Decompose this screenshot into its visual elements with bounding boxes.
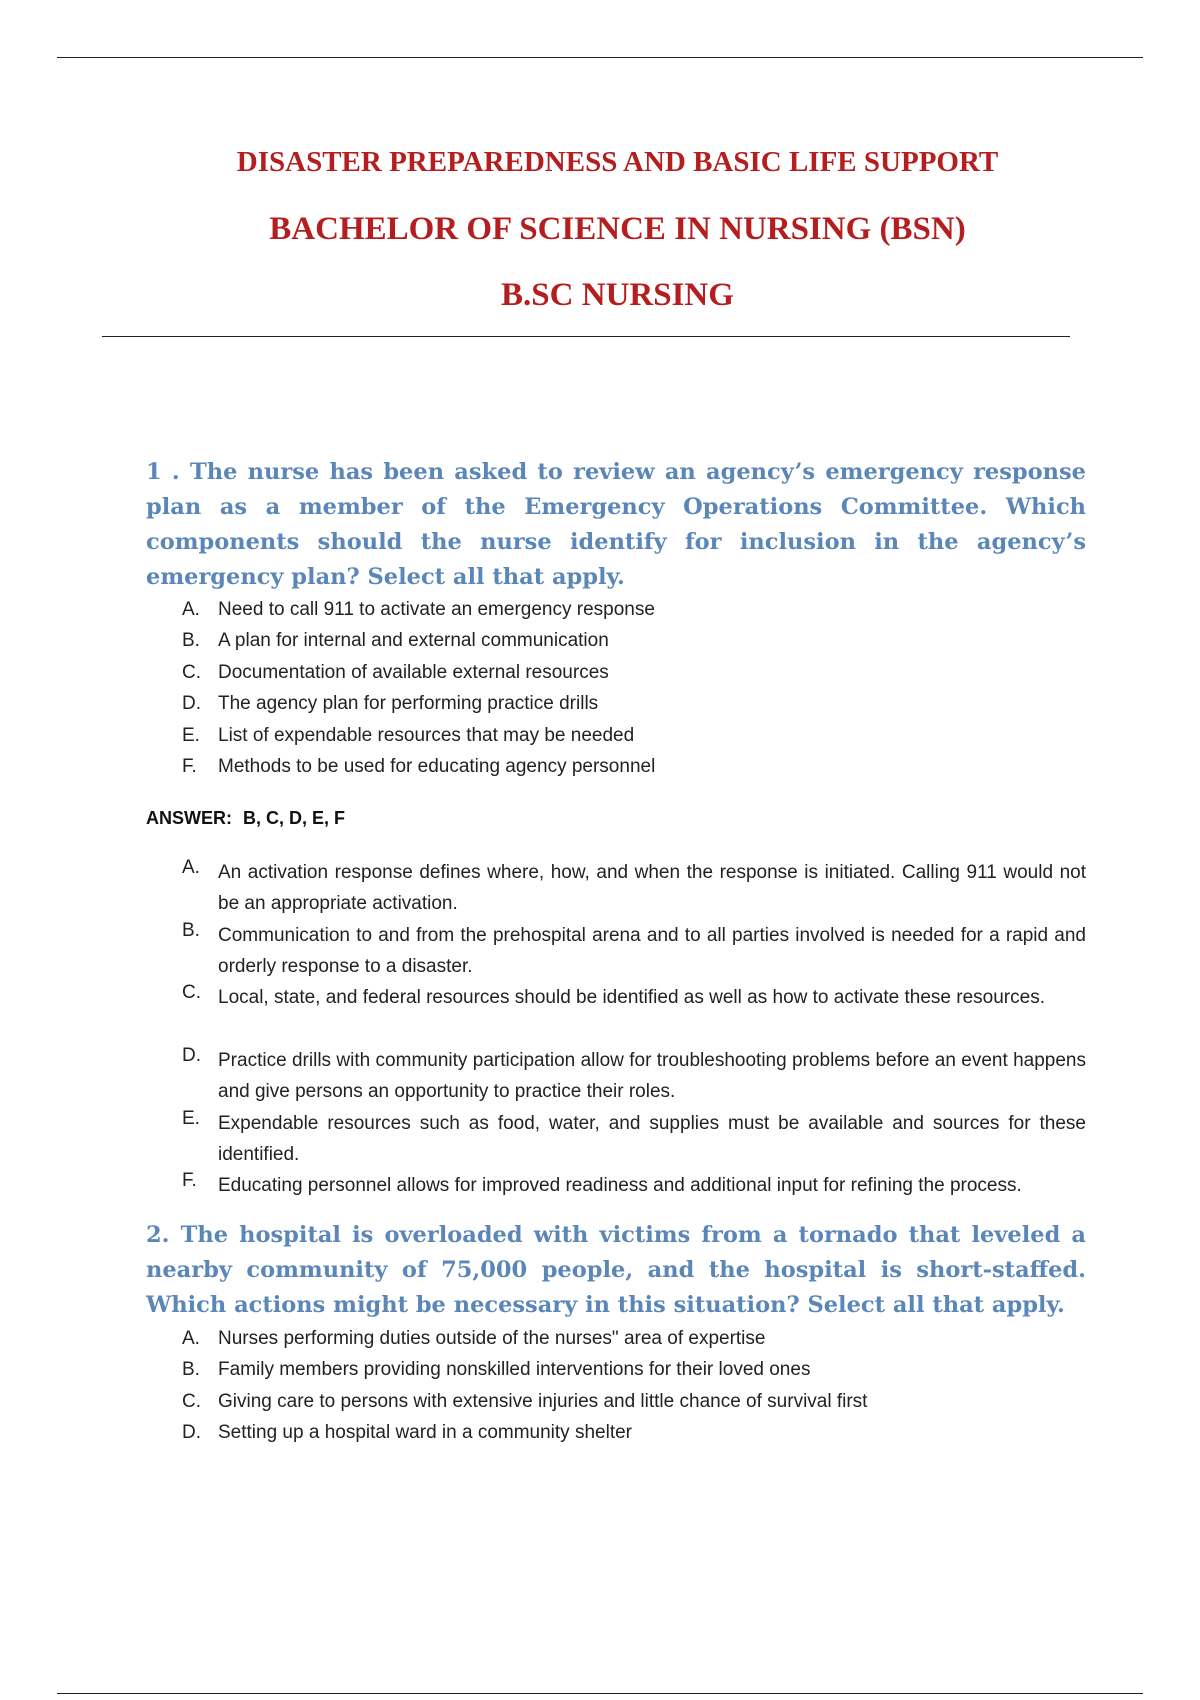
- explanation-letter: E.: [182, 1108, 200, 1129]
- option-letter: F.: [182, 756, 197, 777]
- explanation-letter: D.: [182, 1045, 201, 1066]
- answer-label: ANSWER:: [146, 808, 232, 828]
- option-text: Setting up a hospital ward in a community shelter: [218, 1422, 632, 1443]
- top-rule: [57, 57, 1143, 58]
- document-subtitle-degree: BACHELOR OF SCIENCE IN NURSING (BSN): [269, 211, 966, 247]
- option-letter: D.: [182, 693, 201, 714]
- option-text: Methods to be used for educating agency personnel: [218, 756, 656, 777]
- option-letter: B.: [182, 1359, 200, 1380]
- title-divider: [102, 336, 1070, 337]
- option-letter: C.: [182, 1391, 201, 1412]
- explanation-text: Local, state, and federal resources should be identified as well as how to activate these resources.: [218, 987, 1045, 1008]
- option-letter: E.: [182, 725, 200, 746]
- option-letter: B.: [182, 630, 200, 651]
- option-text: Family members providing nonskilled interventions for their loved ones: [218, 1359, 811, 1380]
- explanation-text: Educating personnel allows for improved readiness and additional input for refining the process.: [218, 1175, 1022, 1196]
- explanation-text: Expendable resources such as food, water, and supplies must be available and sources for these identified.: [218, 1113, 1086, 1165]
- answer-value: B, C, D, E, F: [243, 808, 346, 828]
- option-letter: A.: [182, 1328, 200, 1349]
- option-text: Need to call 911 to activate an emergency response: [218, 599, 655, 620]
- answer-key: [146, 808, 351, 829]
- document-subtitle-course: B.SC NURSING: [501, 277, 734, 313]
- explanation-letter: B.: [182, 920, 200, 941]
- explanation-letter: A.: [182, 857, 200, 878]
- option-text: List of expendable resources that may be needed: [218, 725, 635, 746]
- option-text: Documentation of available external resources: [218, 662, 609, 683]
- option-text: Nurses performing duties outside of the nurses" area of expertise: [218, 1328, 766, 1349]
- option-letter: D.: [182, 1422, 201, 1443]
- explanation-text: An activation response defines where, how, and when the response is initiated. Calling 911 would not be an appropriate activation.: [218, 862, 1086, 914]
- explanation-letter: F.: [182, 1170, 197, 1191]
- question-1-text: 1 . The nurse has been asked to review an agency’s emergency response plan as a member of the Emergency Operations Committee. Which components should the nurse identify for inclusion in the agency’s emergency plan? Select all that apply.: [146, 459, 1086, 590]
- explanation-letter: C.: [182, 982, 201, 1003]
- option-letter: A.: [182, 599, 200, 620]
- option-text: A plan for internal and external communication: [218, 630, 609, 651]
- explanation-text: Practice drills with community participation allow for troubleshooting problems before an event happens and give persons an opportunity to practice their roles.: [218, 1050, 1086, 1102]
- explanation-text: Communication to and from the prehospital arena and to all parties involved is needed for a rapid and orderly response to a disaster.: [218, 925, 1086, 977]
- bottom-rule: [57, 1693, 1143, 1694]
- document-title: DISASTER PREPAREDNESS AND BASIC LIFE SUPPORT: [236, 146, 999, 178]
- option-text: The agency plan for performing practice drills: [218, 693, 599, 714]
- option-text: Giving care to persons with extensive injuries and little chance of survival first: [218, 1391, 868, 1412]
- option-letter: C.: [182, 662, 201, 683]
- question-2-text: 2. The hospital is overloaded with victims from a tornado that leveled a nearby community of 75,000 people, and the hospital is short-staffed. Which actions might be necessary in this situation? Select all that apply.: [146, 1222, 1086, 1318]
